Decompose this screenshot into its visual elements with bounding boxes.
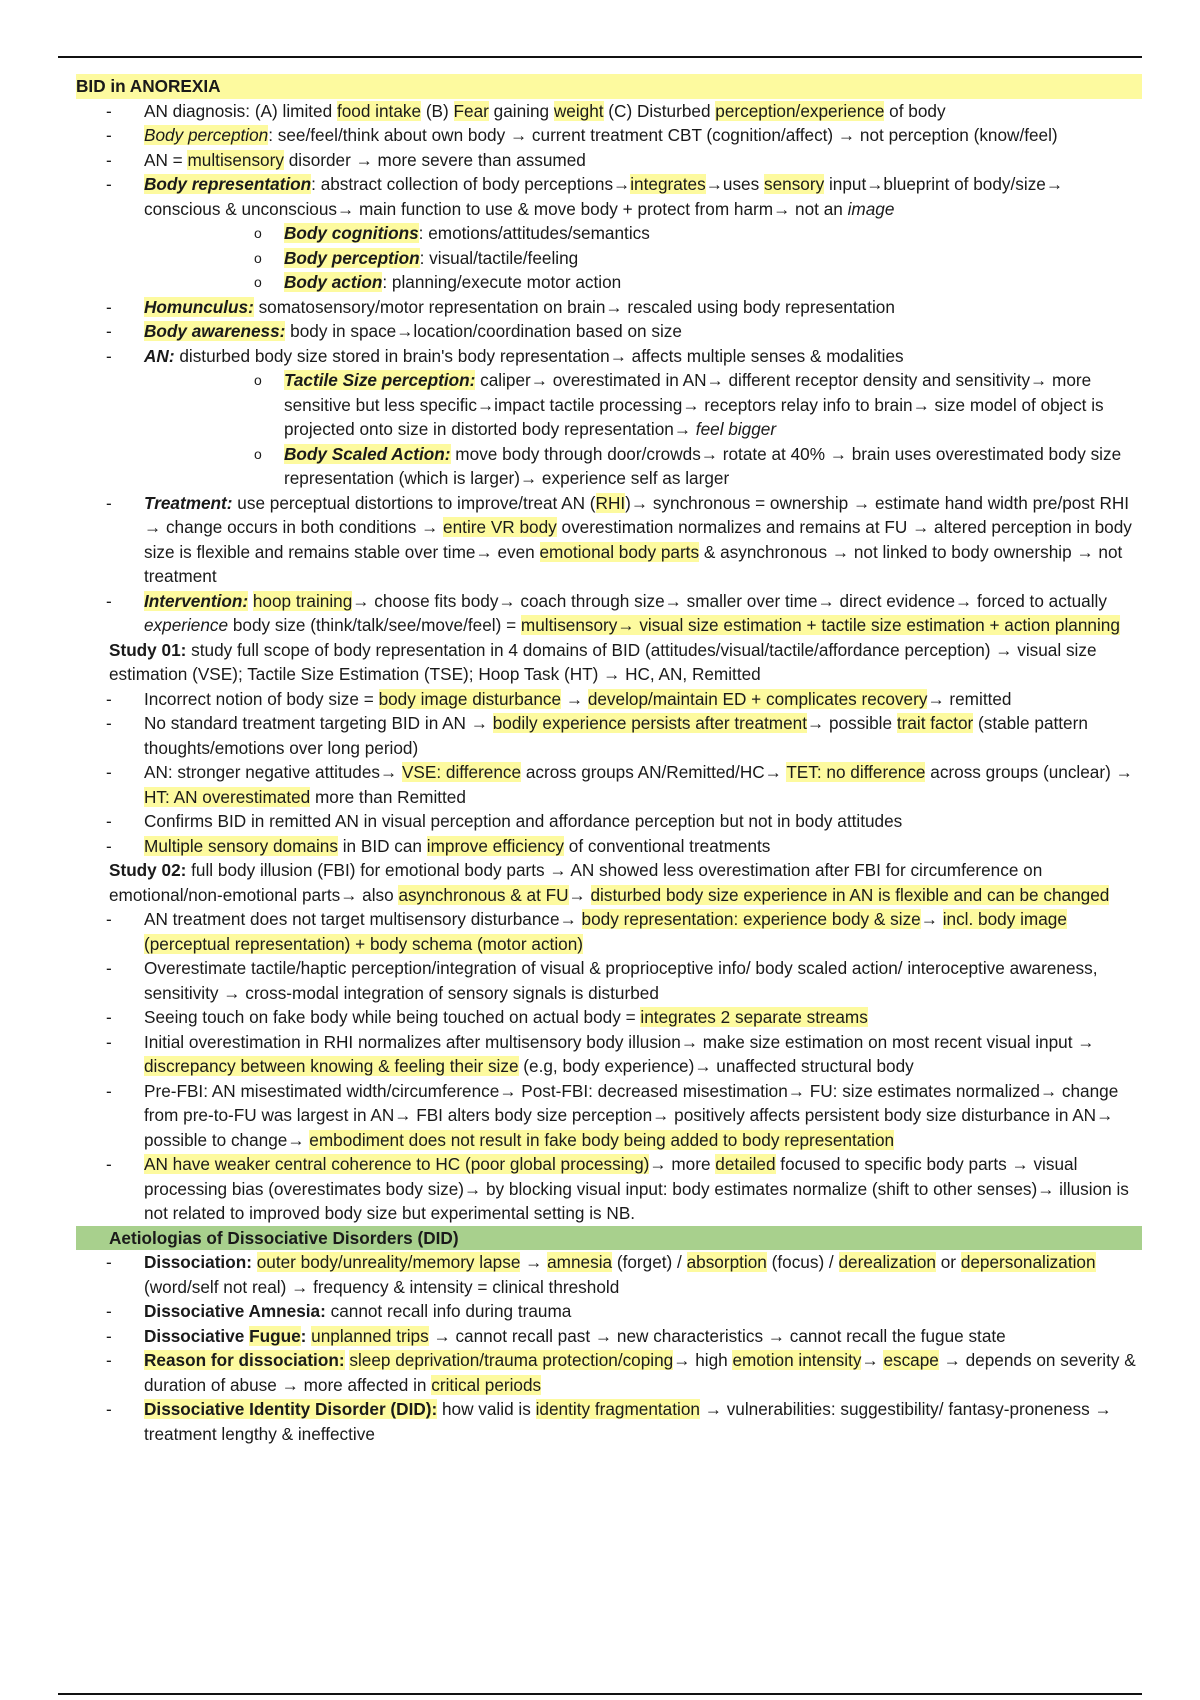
- list-item: - AN have weaker central coherence to HC (poor global processing)→ more detailed focused to specific body parts → visual processing bias (overestimates body size)→ by blocking visual input: body estimates normalize (shift to other senses)→ illusion is not related to improved body size but experimental setting is NB.: [76, 1152, 1142, 1226]
- list-item: - Seeing touch on fake body while being touched on actual body = integrates 2 separate streams: [76, 1005, 1142, 1030]
- section-heading-did: Aetiologias of Dissociative Disorders (DID): [76, 1226, 1142, 1251]
- list-item: - Body representation: abstract collection of body perceptions→integrates→uses sensory input→blueprint of body/size→ conscious & unconscious→ main function to use & move body + protect from harm→ not an image o Body cognitions: emotions/attitudes/semantics o Body perception: visual/tactile/feeling o Body action: planning/execute motor action: [76, 172, 1142, 295]
- list-item: - AN: stronger negative attitudes→ VSE: difference across groups AN/Remitted/HC→ TET: no difference across groups (unclear) → HT: AN overestimated more than Remitted: [76, 760, 1142, 809]
- list-item: - Dissociative Fugue: unplanned trips → cannot recall past → new characteristics → cannot recall the fugue state: [76, 1324, 1142, 1349]
- list-item: - Dissociative Identity Disorder (DID): how valid is identity fragmentation → vulnerabilities: suggestibility/ fantasy-proneness → treatment lengthy & ineffective: [76, 1397, 1142, 1446]
- list-item: - Dissociative Amnesia: cannot recall info during trauma: [76, 1299, 1142, 1324]
- list-item: - Multiple sensory domains in BID can improve efficiency of conventional treatments: [76, 834, 1142, 859]
- list-item: - No standard treatment targeting BID in AN → bodily experience persists after treatment→ possible trait factor (stable pattern thoughts/emotions over long period): [76, 711, 1142, 760]
- list-item: - AN treatment does not target multisensory disturbance→ body representation: experience body & size→ incl. body image (perceptual representation) + body schema (motor action): [76, 907, 1142, 956]
- list-item: - Initial overestimation in RHI normalizes after multisensory body illusion→ make size estimation on most recent visual input → discrepancy between knowing & feeling their size (e.g, body experience)→ unaffected structural body: [76, 1030, 1142, 1079]
- sub-list: [144, 221, 1142, 295]
- sub-list-item: o Body action: planning/execute motor action: [144, 270, 1142, 295]
- list-item: - Homunculus: somatosensory/motor representation on brain→ rescaled using body representation: [76, 295, 1142, 320]
- list-item: - Dissociation: outer body/unreality/memory lapse → amnesia (forget) / absorption (focus) / derealization or depersonalization (word/self not real) → frequency & intensity = clinical threshold: [76, 1250, 1142, 1299]
- list-item: - Body perception: see/feel/think about own body → current treatment CBT (cognition/affect) → not perception (know/feel): [76, 123, 1142, 148]
- list-item: - Body awareness: body in space→location/coordination based on size: [76, 319, 1142, 344]
- top-rule: [58, 56, 1142, 58]
- sub-list-item: o Body cognitions: emotions/attitudes/semantics: [144, 221, 1142, 246]
- did-list: [76, 1250, 1142, 1446]
- list-item: - Incorrect notion of body size = body image disturbance → develop/maintain ED + complicates recovery→ remitted: [76, 687, 1142, 712]
- bottom-rule: [58, 1693, 1142, 1695]
- sub-list-item: o Tactile Size perception: caliper→ overestimated in AN→ different receptor density and sensitivity→ more sensitive but less specific→impact tactile processing→ receptors relay info to brain→ size model of object is projected onto size in distorted body representation→ feel bigger: [144, 368, 1142, 442]
- list-item: - Confirms BID in remitted AN in visual perception and affordance perception but not in body attitudes: [76, 809, 1142, 834]
- list-item: - Reason for dissociation: sleep deprivation/trauma protection/coping→ high emotion intensity→ escape → depends on severity & duration of abuse → more affected in critical periods: [76, 1348, 1142, 1397]
- section-heading-anorexia: BID in ANOREXIA: [76, 74, 1142, 99]
- anorexia-list: [76, 99, 1142, 638]
- list-item: - Overestimate tactile/haptic perception/integration of visual & proprioceptive info/ body scaled action/ interoceptive awareness, sensitivity → cross-modal integration of sensory signals is disturbed: [76, 956, 1142, 1005]
- study-01-list: [76, 687, 1142, 859]
- sub-list-item: o Body perception: visual/tactile/feeling: [144, 246, 1142, 271]
- list-item: - Treatment: use perceptual distortions to improve/treat AN (RHI)→ synchronous = ownership → estimate hand width pre/post RHI → change occurs in both conditions → entire VR body overestimation normalizes and remains at FU → altered perception in body size is flexible and remains stable over time→ even emotional body parts & asynchronous → not linked to body ownership → not treatment: [76, 491, 1142, 589]
- list-item: - AN diagnosis: (A) limited food intake (B) Fear gaining weight (C) Disturbed perception/experience of body: [76, 99, 1142, 124]
- list-item: - AN: disturbed body size stored in brain's body representation→ affects multiple senses & modalities o Tactile Size perception: caliper→ overestimated in AN→ different receptor density and sensitivity→ more sensitive but less specific→impact tactile processing→ receptors relay info to brain→ size model of object is projected onto size in distorted body representation→ feel bigger o Body Scaled Action: move body through door/crowds→ rotate at 40% → brain uses overestimated body size representation (which is larger)→ experience self as larger: [76, 344, 1142, 491]
- list-item: - Pre-FBI: AN misestimated width/circumference→ Post-FBI: decreased misestimation→ FU: size estimates normalized→ change from pre-to-FU was largest in AN→ FBI alters body size perception→ positively affects persistent body size disturbance in AN→ possible to change→ embodiment does not result in fake body being added to body representation: [76, 1079, 1142, 1153]
- study-02-list: [76, 907, 1142, 1226]
- sub-list: [144, 368, 1142, 491]
- study-02-intro: Study 02: full body illusion (FBI) for emotional body parts → AN showed less overestimation after FBI for circumference on emotional/non-emotional parts→ also asynchronous & at FU→ disturbed body size experience in AN is flexible and can be changed: [109, 860, 1110, 905]
- sub-list-item: o Body Scaled Action: move body through door/crowds→ rotate at 40% → brain uses overestimated body size representation (which is larger)→ experience self as larger: [144, 442, 1142, 491]
- document-body: [76, 74, 1142, 1446]
- list-item: - Intervention: hoop training→ choose fits body→ coach through size→ smaller over time→ direct evidence→ forced to actually experience body size (think/talk/see/move/feel) = multisensory→ visual size estimation + tactile size estimation + action planning: [76, 589, 1142, 638]
- study-01-intro: Study 01: study full scope of body representation in 4 domains of BID (attitudes/visual/tactile/affordance perception) → visual size estimation (VSE); Tactile Size Estimation (TSE); Hoop Task (HT) → HC, AN, Remitted: [109, 639, 1097, 684]
- list-item: - AN = multisensory disorder → more severe than assumed: [76, 148, 1142, 173]
